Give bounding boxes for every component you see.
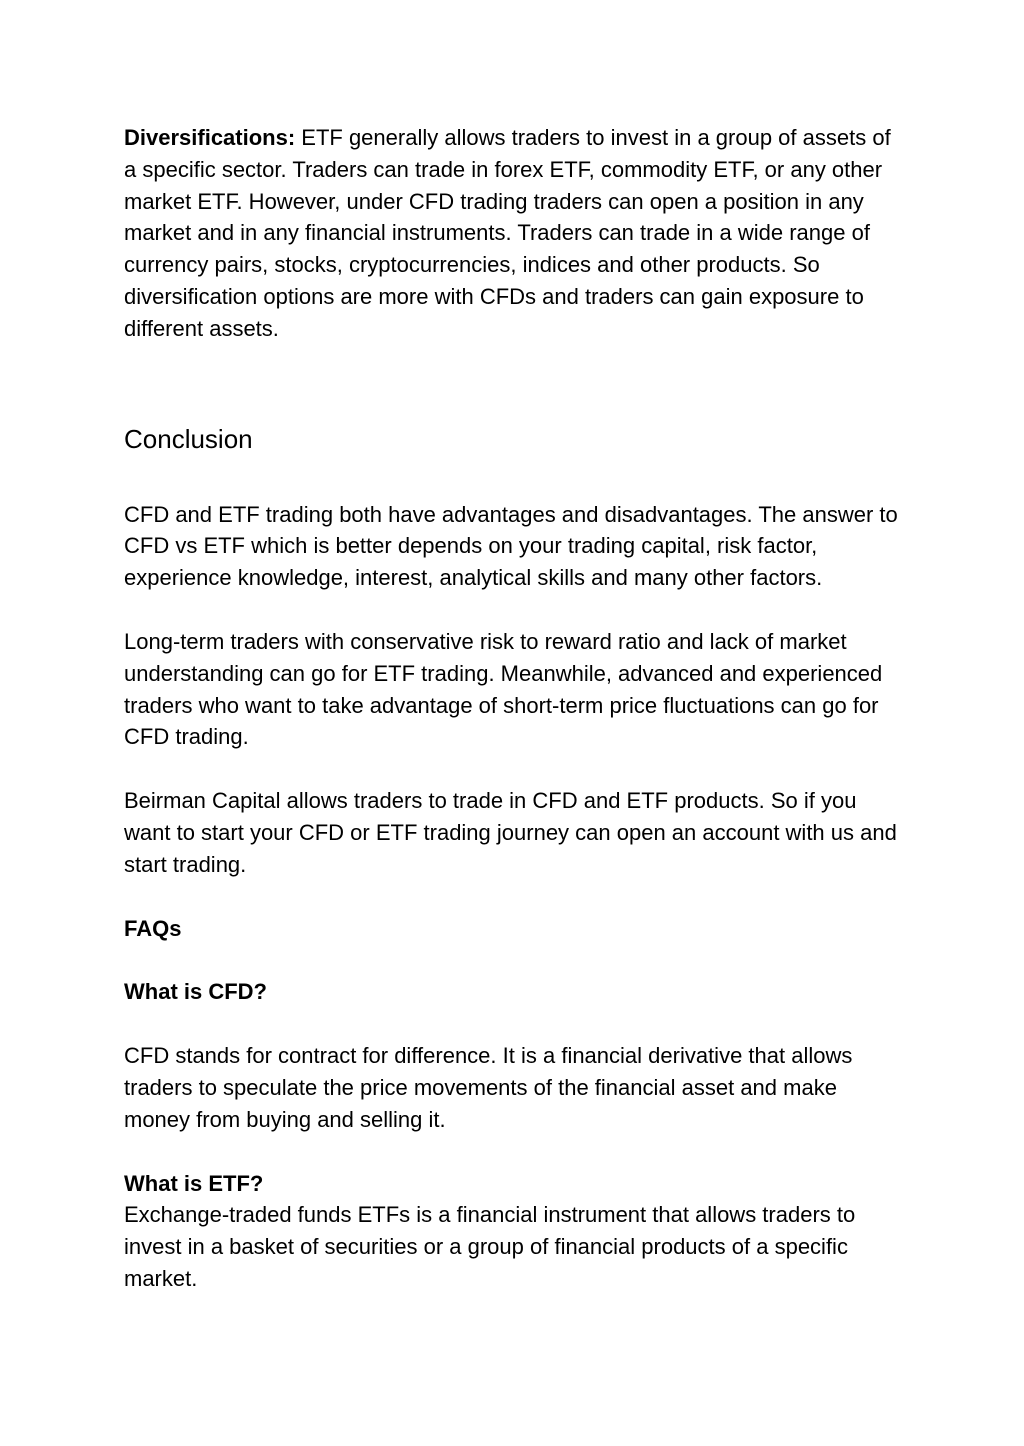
conclusion-paragraph-2: Long-term traders with conservative risk to reward ratio and lack of market understanding can go for ETF trading. Meanwhile, advanced and experienced traders who want to take advantage of short-term price fluctuations can go for CFD trading. bbox=[124, 628, 883, 750]
diversification-paragraph bbox=[124, 122, 904, 345]
faq-question-cfd: What is CFD? bbox=[124, 979, 267, 1005]
document-page bbox=[124, 122, 904, 1295]
diversification-label: Diversifications: bbox=[124, 125, 296, 150]
faq-answer-cfd: CFD stands for contract for difference. It is a financial derivative that allows traders to speculate the price movements of the financial asset and make money from buying and selling it. bbox=[124, 1043, 853, 1132]
faq-question-etf: What is ETF? bbox=[124, 1170, 264, 1196]
conclusion-heading: Conclusion bbox=[124, 423, 253, 454]
faqs-heading: FAQs bbox=[124, 915, 182, 941]
faq-answer-etf: Exchange-traded funds ETFs is a financial instrument that allows traders to invest in a basket of securities or a group of financial products of a specific market. bbox=[124, 1202, 856, 1291]
conclusion-paragraph-3: Beirman Capital allows traders to trade in CFD and ETF products. So if you want to start your CFD or ETF trading journey can open an account with us and start trading. bbox=[124, 788, 897, 877]
diversification-text: ETF generally allows traders to invest in a group of assets of a specific sector. Traders can trade in forex ETF, commodity ETF, or any other market ETF. However, under CFD trading traders can open a position in any market and in any financial instruments. Traders can trade in a wide range of currency pairs, stocks, cryptocurrencies, indices and other products. So diversification options are more with CFDs and traders can gain exposure to different assets. bbox=[124, 125, 891, 341]
conclusion-paragraph-1: CFD and ETF trading both have advantages and disadvantages. The answer to CFD vs ETF which is better depends on your trading capital, risk factor, experience knowledge, interest, analytical skills and many other factors. bbox=[124, 501, 898, 591]
